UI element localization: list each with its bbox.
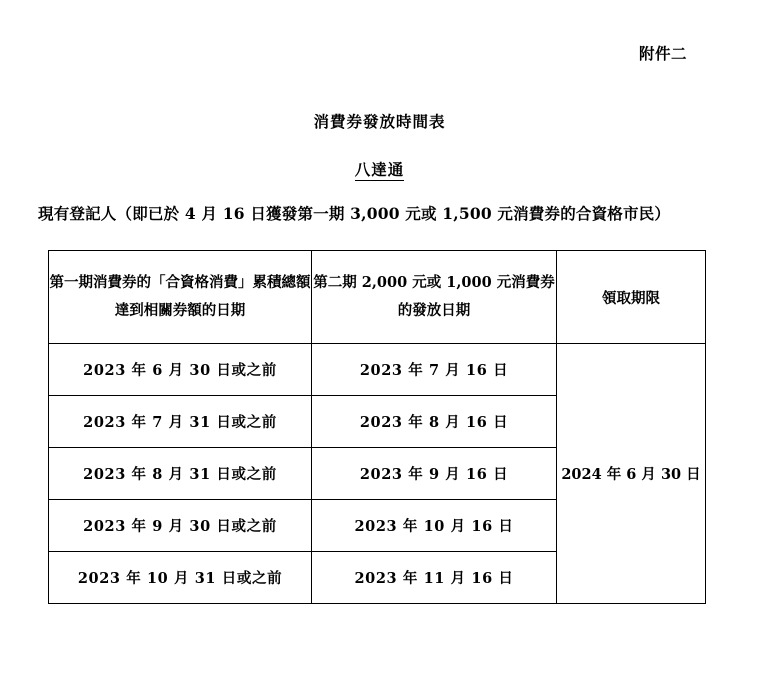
column-header-qualifying-date: 第一期消費券的「合資格消費」累積總額達到相關券額的日期 — [49, 251, 312, 344]
cell-deadline: 2024 年 6 月 30 日 — [557, 344, 706, 604]
page-title: 消費券發放時間表 — [313, 112, 446, 131]
cell-issue-date: 2023 年 9 月 16 日 — [312, 448, 557, 500]
cell-qualifying-date: 2023 年 10 月 31 日或之前 — [49, 552, 312, 604]
cell-issue-date: 2023 年 7 月 16 日 — [312, 344, 557, 396]
column-header-deadline: 領取期限 — [557, 251, 706, 344]
table-header — [49, 251, 706, 344]
subtitle — [0, 158, 759, 180]
table-header-row — [49, 251, 706, 344]
column-header-issue-date: 第二期 2,000 元或 1,000 元消費券的發放日期 — [312, 251, 557, 344]
table-row — [49, 344, 706, 396]
schedule-table — [48, 250, 706, 604]
cell-issue-date: 2023 年 10 月 16 日 — [312, 500, 557, 552]
intro-paragraph: 現有登記人（即已於 4 月 16 日獲發第一期 3,000 元或 1,500 元消費券的合資格市民） — [38, 204, 671, 223]
table-body — [49, 344, 706, 604]
attachment-label: 附件二 — [638, 44, 687, 63]
cell-qualifying-date: 2023 年 7 月 31 日或之前 — [49, 396, 312, 448]
cell-issue-date: 2023 年 8 月 16 日 — [312, 396, 557, 448]
subtitle-text: 八達通 — [354, 160, 405, 179]
cell-qualifying-date: 2023 年 6 月 30 日或之前 — [49, 344, 312, 396]
cell-issue-date: 2023 年 11 月 16 日 — [312, 552, 557, 604]
cell-qualifying-date: 2023 年 9 月 30 日或之前 — [49, 500, 312, 552]
cell-qualifying-date: 2023 年 8 月 31 日或之前 — [49, 448, 312, 500]
